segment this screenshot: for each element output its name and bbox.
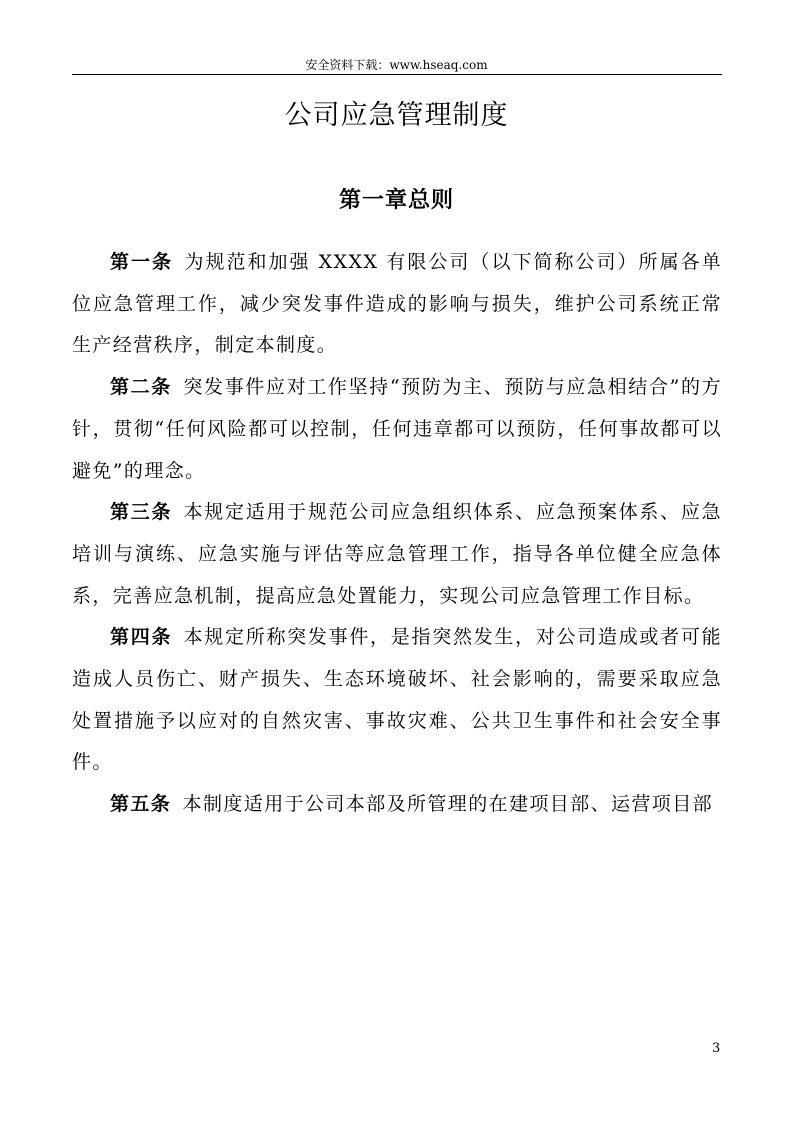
- chapter-title: 第一章总则: [338, 187, 454, 213]
- article-label: 第一条: [110, 251, 174, 273]
- article-1: [72, 242, 722, 367]
- article-label: 第三条: [110, 501, 173, 524]
- article-text: 为规范和加强 XXXX 有限公司（以下简称公司）所属各单位应急管理工作，减少突发事件造成的影响与损失，维护公司系统正常生产经营秩序，制定本制度。: [72, 251, 723, 357]
- article-label: 第五条: [110, 793, 172, 816]
- article-4: [72, 617, 722, 784]
- article-text: 本规定所称突发事件，是指突然发生，对公司造成或者可能造成人员伤亡、财产损失、生态环境破坏、社会影响的，需要采取应急处置措施予以应对的自然灾害、事故灾难、公共卫生事件和社会安全事件。: [72, 626, 722, 774]
- article-label: 第二条: [110, 376, 172, 399]
- article-text: 突发事件应对工作坚持“预防为主、预防与应急相结合”的方针，贯彻“任何风险都可以控制，任何违章都可以预防，任何事故都可以避免”的理念。: [72, 376, 723, 482]
- article-text: 本制度适用于公司本部及所管理的在建项目部、运营项目部: [182, 793, 713, 816]
- page-header: 安全资料下载：www.hseaq.com: [305, 58, 488, 72]
- article-label: 第四条: [110, 626, 173, 649]
- header-divider: [72, 74, 722, 75]
- article-5: [72, 784, 722, 826]
- article-3: [72, 492, 722, 617]
- article-2: [72, 367, 722, 492]
- document-title: 公司应急管理制度: [284, 100, 509, 131]
- article-text: 本规定适用于规范公司应急组织体系、应急预案体系、应急培训与演练、应急实施与评估等应急管理工作，指导各单位健全应急体系，完善应急机制，提高应急处置能力，实现公司应急管理工作目标。: [72, 501, 722, 607]
- page-number: 3: [712, 1041, 721, 1056]
- document-body: [72, 242, 722, 826]
